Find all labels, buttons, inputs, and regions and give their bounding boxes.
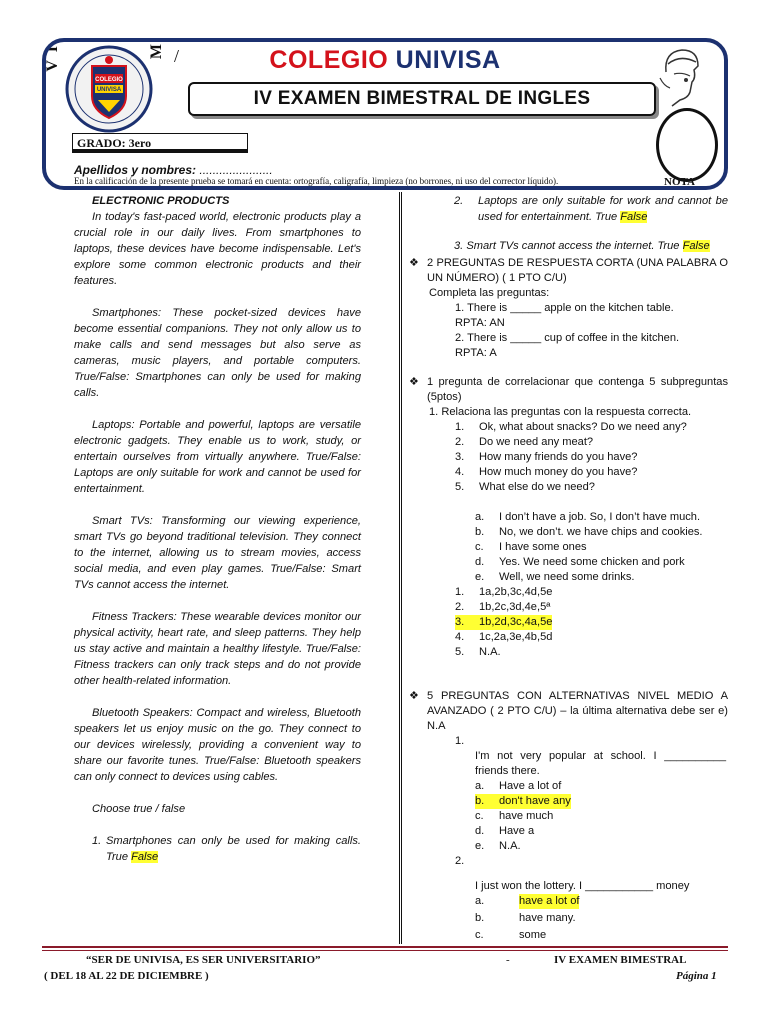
diamond-bullet-icon: ❖: [409, 376, 419, 388]
list-text: Do we need any meat?: [479, 436, 594, 448]
section-intro: Completa las preguntas:: [429, 287, 550, 299]
option-text: 1a,2b,3c,4d,5e: [479, 586, 553, 598]
list-item: [409, 435, 728, 450]
option-text: Have a lot of: [499, 780, 562, 792]
list-letter: a.: [475, 511, 485, 523]
option-item: [409, 839, 728, 854]
reading-paragraph: Smart TVs: Transforming our viewing experience, smart TVs go beyond traditional television. They connect to the internet, allowing us to stream movies, access social media, and even play games. True/False: Smart TVs cannot access the internet.: [74, 515, 361, 591]
tf-answer: False: [620, 211, 648, 223]
option-number: 5.: [455, 646, 465, 658]
footer-divider: [42, 946, 728, 948]
true-false-item: [409, 239, 728, 254]
school-name: [160, 46, 610, 75]
student-name-field[interactable]: [74, 163, 273, 177]
short-answer: RPTA: AN: [455, 317, 505, 329]
option-item: [409, 824, 728, 839]
list-number: 1.: [455, 421, 465, 433]
list-item: [409, 465, 728, 480]
short-answer: RPTA: A: [455, 347, 497, 359]
tf-number: 2.: [454, 195, 464, 207]
list-item: [409, 525, 728, 540]
option-item-correct: [409, 894, 728, 909]
list-item: [409, 555, 728, 570]
side-letter-i: I: [44, 46, 61, 53]
section-multiple-choice: [409, 689, 728, 734]
choose-instruction: Choose true / false: [92, 803, 186, 815]
option-text: 1b,2c,3d,4e,5ª: [479, 601, 551, 613]
option-text: have much: [499, 810, 554, 822]
option-letter: a.: [475, 780, 485, 792]
section-heading: 1 pregunta de correlacionar que contenga 5 subpreguntas (5ptos): [427, 376, 728, 403]
option-letter: e.: [475, 840, 485, 852]
helmet-mascot-icon: [652, 44, 708, 108]
true-false-item: [74, 833, 361, 865]
option-letter: b.: [475, 794, 499, 809]
option-item: [409, 809, 728, 824]
list-number: 4.: [455, 466, 465, 478]
option-item-correct: [409, 794, 728, 809]
list-letter: b.: [475, 526, 485, 538]
option-letter: c.: [475, 929, 484, 941]
reading-paragraph: Laptops: Portable and powerful, laptops are versatile electronic gadgets. They enable us to work, study, or entertain ourselves from virtually anywhere. True/False: Laptops are only suitable for work and cannot be used for entertainment.: [74, 419, 361, 495]
svg-text:COLEGIO: COLEGIO: [95, 77, 123, 83]
tf-text: Smartphones can only be used for making calls. True: [106, 835, 361, 863]
section-heading: 5 PREGUNTAS CON ALTERNATIVAS NIVEL MEDIO A AVANZADO ( 2 PTO C/U) – la última alternativa debe ser e) N.A: [427, 690, 728, 732]
diamond-bullet-icon: ❖: [409, 257, 419, 269]
option-text: some: [519, 929, 547, 941]
list-letter: c.: [475, 541, 484, 553]
school-logo-icon: [64, 44, 154, 134]
footer-motto: “SER DE UNIVISA, ES SER UNIVERSITARIO”: [86, 954, 321, 966]
footer-dash: -: [506, 954, 510, 966]
svg-text:UNIVISA: UNIVISA: [96, 87, 122, 93]
short-question: 2. There is _____ cup of coffee in the kitchen.: [455, 332, 680, 344]
list-item: [409, 420, 728, 435]
option-number: 4.: [455, 631, 465, 643]
option-item: [409, 645, 728, 660]
tf-text: Laptops are only suitable for work and cannot be used for entertainment. True: [478, 195, 728, 223]
list-text: Yes. We need some chicken and pork: [499, 556, 685, 568]
tf-number: 1.: [92, 835, 102, 847]
option-letter: b.: [475, 912, 485, 924]
grading-rules: En la calificación de la presente prueba se tomará en cuenta: ortografía, caligrafía, limpieza (no borrones, ni uso del corrector líquido).: [74, 176, 559, 186]
list-letter: d.: [475, 556, 485, 568]
tf-text-wrap: [478, 193, 728, 225]
tf-text: 3. Smart TVs cannot access the internet. True: [454, 240, 683, 252]
option-text: don't have any: [499, 795, 571, 807]
list-text: What else do we need?: [479, 481, 595, 493]
tf-text-wrap: [98, 833, 361, 865]
tf-answer: False: [131, 851, 159, 863]
footer-dates: ( DEL 18 AL 22 DE DICIEMBRE ): [44, 970, 209, 982]
side-letter-m: M: [148, 44, 165, 60]
list-text: No, we don’t. we have chips and cookies.: [499, 526, 703, 538]
option-item: [409, 928, 728, 943]
list-text: Ok, what about snacks? Do we need any?: [479, 421, 687, 433]
option-text: N.A.: [499, 840, 521, 852]
short-question: 1. There is _____ apple on the kitchen table.: [455, 302, 674, 314]
option-letter: c.: [475, 810, 484, 822]
list-text: I don’t have a job. So, I don’t have much.: [499, 511, 701, 523]
list-number: 3.: [455, 451, 465, 463]
true-false-item: [409, 193, 728, 225]
option-item: [409, 585, 728, 600]
option-text: 1c,2a,3e,4b,5d: [479, 631, 553, 643]
section-matching: [409, 375, 728, 405]
footer-exam: IV EXAMEN BIMESTRAL: [554, 954, 687, 966]
option-text: have many.: [519, 912, 576, 924]
student-name-dots: ......................: [196, 163, 273, 177]
list-text: How much money do you have?: [479, 466, 638, 478]
side-letter-v: V: [44, 60, 61, 72]
question-number: 2.: [455, 855, 465, 867]
list-letter: e.: [475, 571, 485, 583]
section-intro: 1. Relaciona las preguntas con la respuesta correcta.: [429, 406, 692, 418]
reading-column: [74, 193, 361, 865]
question-text: I'm not very popular at school. I __________ friends there.: [475, 750, 726, 777]
student-name-label: Apellidos y nombres:: [74, 163, 197, 177]
list-number: 2.: [455, 436, 465, 448]
grade-label: NOTA: [664, 176, 695, 188]
option-letter: a.: [475, 895, 485, 907]
option-item: [409, 911, 728, 926]
side-slash: /: [174, 46, 180, 66]
list-item: [409, 540, 728, 555]
grade-level: GRADO: 3ero: [72, 133, 248, 153]
option-item: [409, 600, 728, 615]
list-text: Well, we need some drinks.: [499, 571, 635, 583]
list-text: I have some ones: [499, 541, 587, 553]
option-letter: d.: [475, 825, 485, 837]
option-item: [409, 630, 728, 645]
column-divider: [399, 192, 402, 944]
diamond-bullet-icon: ❖: [409, 690, 419, 702]
grade-box[interactable]: [656, 108, 718, 182]
list-item: [409, 570, 728, 585]
list-number: 5.: [455, 481, 465, 493]
footer-divider: [42, 950, 728, 951]
reading-paragraph: Fitness Trackers: These wearable devices monitor our physical activity, heart rate, and sleep patterns. They help us stay active and maintain a healthy lifestyle. True/False: Fitness trackers can only track steps and do not provide other health-related information.: [74, 611, 361, 687]
option-number: 3.: [455, 615, 479, 630]
reading-paragraph: Bluetooth Speakers: Compact and wireless, Bluetooth speakers let us enjoy music on the go. They connect to our devices wirelessly, providing a convenient way to share our favorite tunes. True/False: Bluetooth speakers can only connect to devices using cables.: [74, 707, 361, 783]
list-item: [409, 480, 728, 495]
tf-answer: False: [682, 240, 710, 252]
section-short-answer: [409, 256, 728, 286]
list-item: [409, 450, 728, 465]
section-heading: 2 PREGUNTAS DE RESPUESTA CORTA (UNA PALABRA O UN NÚMERO) ( 1 PTO C/U): [427, 257, 728, 284]
list-item: [409, 510, 728, 525]
question-number: 1.: [455, 735, 465, 747]
option-text: have a lot of: [519, 895, 580, 907]
school-name-part1: COLEGIO: [269, 46, 389, 74]
option-item: [409, 779, 728, 794]
footer-page-number: Página 1: [676, 970, 717, 982]
option-number: 2.: [455, 601, 465, 613]
reading-paragraph: In today's fast-paced world, electronic products play a crucial role in our daily lives. From smartphones to laptops, these devices have become indispensable. Let's explore some common electronic products and their features.: [74, 211, 361, 287]
option-text: N.A.: [479, 646, 501, 658]
option-text: 1b,2d,3c,4a,5e: [479, 616, 553, 628]
reading-paragraph: Smartphones: These pocket-sized devices have become essential companions. They not only allow us to make calls and send messages but also serve as cameras, music players, and portable computers. True/False: Smartphones can only be used for making calls.: [74, 307, 361, 399]
school-name-part2: UNIVISA: [395, 46, 501, 74]
questions-column: [409, 193, 728, 943]
option-text: Have a: [499, 825, 535, 837]
option-number: 1.: [455, 586, 465, 598]
exam-title: IV EXAMEN BIMESTRAL DE INGLES: [188, 82, 656, 116]
reading-heading: ELECTRONIC PRODUCTS: [92, 195, 230, 207]
question-text: I just won the lottery. I ___________ money: [475, 880, 690, 892]
option-item-correct: [409, 615, 728, 630]
list-text: How many friends do you have?: [479, 451, 638, 463]
